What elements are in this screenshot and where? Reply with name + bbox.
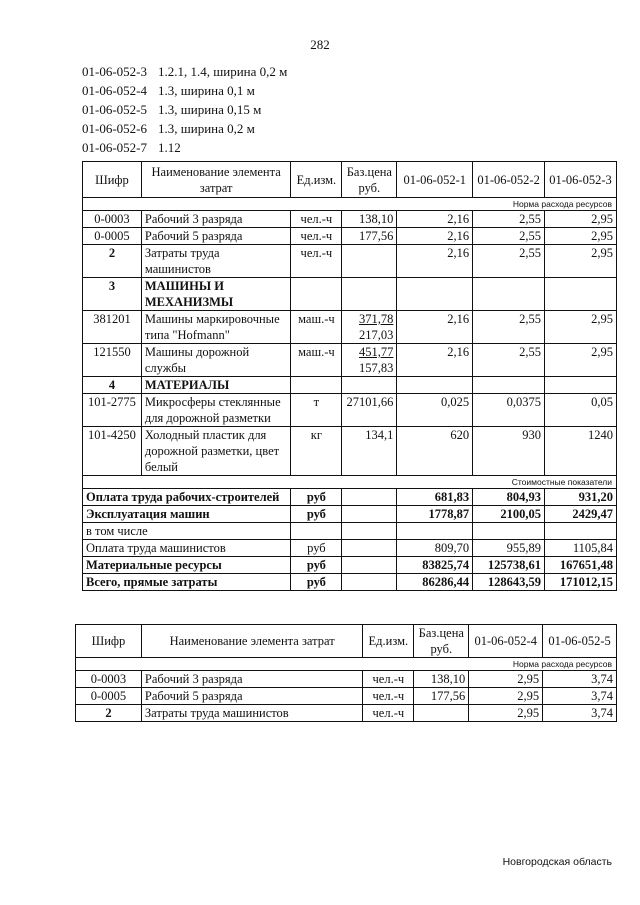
code-list bbox=[82, 62, 287, 157]
norm-subheader bbox=[83, 198, 617, 211]
header-name: Наименование элемента затрат bbox=[141, 625, 362, 658]
row-unit: кг bbox=[291, 427, 342, 476]
row-v1: 2,95 bbox=[469, 688, 543, 705]
code-id: 01-06-052-7 bbox=[82, 140, 147, 155]
row-v3: 2,95 bbox=[545, 228, 617, 245]
row-name: Микросферы стеклянные для дорожной разметки bbox=[141, 394, 291, 427]
row-code: 101-2775 bbox=[83, 394, 142, 427]
norm-label: Норма расхода ресурсов bbox=[76, 658, 617, 671]
section-code: 3 bbox=[83, 278, 142, 311]
row-name: Рабочий 3 разряда bbox=[141, 671, 362, 688]
row-v3: 2,95 bbox=[545, 211, 617, 228]
row-unit: т bbox=[291, 394, 342, 427]
table-row bbox=[83, 344, 617, 377]
row-v3: 2,95 bbox=[545, 344, 617, 377]
row-v1: 2,16 bbox=[397, 245, 473, 278]
header-col-1: 01-06-052-4 bbox=[469, 625, 543, 658]
code-line bbox=[82, 138, 287, 157]
row-v2: 2,55 bbox=[473, 311, 545, 344]
cost-v3: 931,20 bbox=[545, 489, 617, 506]
cost-row bbox=[83, 489, 617, 506]
row-price: 134,1 bbox=[342, 427, 397, 476]
section-name: МАШИНЫ И МЕХАНИЗМЫ bbox=[141, 278, 291, 311]
row-price bbox=[414, 705, 469, 722]
row-code: 0-0003 bbox=[83, 211, 142, 228]
row-v3: 2,95 bbox=[545, 311, 617, 344]
cost-v1: 809,70 bbox=[397, 540, 473, 557]
cost-name: Оплата труда рабочих-строителей bbox=[83, 489, 291, 506]
price-wage: 217,03 bbox=[358, 328, 394, 342]
row-v3: 2,95 bbox=[545, 245, 617, 278]
header-name: Наименование элемента затрат bbox=[141, 162, 291, 198]
row-code: 101-4250 bbox=[83, 427, 142, 476]
row-name: Машины маркировочные типа "Hofmann" bbox=[141, 311, 291, 344]
table-row bbox=[83, 427, 617, 476]
code-id: 01-06-052-5 bbox=[82, 102, 147, 117]
cost-v1: 681,83 bbox=[397, 489, 473, 506]
row-name: Машины дорожной службы bbox=[141, 344, 291, 377]
code-desc: 1.12 bbox=[158, 140, 181, 155]
row-price bbox=[342, 311, 397, 344]
row-code: 0-0005 bbox=[83, 228, 142, 245]
row-v1: 2,16 bbox=[397, 344, 473, 377]
header-unit: Ед.изм. bbox=[363, 625, 414, 658]
price-total: 371,78 bbox=[358, 312, 394, 326]
row-price: 27101,66 bbox=[342, 394, 397, 427]
row-v1: 2,16 bbox=[397, 311, 473, 344]
row-v2: 3,74 bbox=[543, 671, 617, 688]
row-v2: 3,74 bbox=[543, 688, 617, 705]
section-name: МАТЕРИАЛЫ bbox=[141, 377, 291, 394]
cost-subheader bbox=[83, 476, 617, 489]
table-header bbox=[83, 162, 617, 198]
row-unit: маш.-ч bbox=[291, 344, 342, 377]
row-unit: чел.-ч bbox=[363, 671, 414, 688]
row-v2: 2,55 bbox=[473, 211, 545, 228]
code-id: 01-06-052-3 bbox=[82, 64, 147, 79]
cost-name: Всего, прямые затраты bbox=[83, 574, 291, 591]
table-row bbox=[83, 228, 617, 245]
header-code: Шифр bbox=[76, 625, 142, 658]
row-v2: 2,55 bbox=[473, 245, 545, 278]
code-line bbox=[82, 81, 287, 100]
row-code: 2 bbox=[83, 245, 142, 278]
cost-v3: 1105,84 bbox=[545, 540, 617, 557]
header-col-2: 01-06-052-5 bbox=[543, 625, 617, 658]
cost-unit: руб bbox=[291, 574, 342, 591]
cost-v3: 171012,15 bbox=[545, 574, 617, 591]
section-row bbox=[83, 377, 617, 394]
header-price: Баз.цена руб. bbox=[342, 162, 397, 198]
cost-row bbox=[83, 506, 617, 523]
header-col-1: 01-06-052-1 bbox=[397, 162, 473, 198]
price-wage: 157,83 bbox=[358, 361, 394, 375]
norm-label: Норма расхода ресурсов bbox=[83, 198, 617, 211]
row-unit: чел.-ч bbox=[291, 245, 342, 278]
norm-subheader bbox=[76, 658, 617, 671]
code-id: 01-06-052-4 bbox=[82, 83, 147, 98]
resource-table-1 bbox=[82, 161, 617, 591]
table-row bbox=[83, 311, 617, 344]
code-desc: 1.2.1, 1.4, ширина 0,2 м bbox=[158, 64, 288, 79]
page-number: 282 bbox=[310, 37, 330, 52]
cost-row bbox=[83, 574, 617, 591]
row-name: Рабочий 5 разряда bbox=[141, 228, 291, 245]
row-v2: 2,55 bbox=[473, 228, 545, 245]
cost-v3: 2429,47 bbox=[545, 506, 617, 523]
code-line bbox=[82, 62, 287, 81]
cost-name: Эксплуатация машин bbox=[83, 506, 291, 523]
cost-v2: 125738,61 bbox=[473, 557, 545, 574]
cost-unit: руб bbox=[291, 540, 342, 557]
section-row bbox=[83, 278, 617, 311]
section-code: 4 bbox=[83, 377, 142, 394]
cost-unit: руб bbox=[291, 489, 342, 506]
row-v1: 2,16 bbox=[397, 228, 473, 245]
code-desc: 1.3, ширина 0,2 м bbox=[158, 121, 255, 136]
row-code: 0-0003 bbox=[76, 671, 142, 688]
header-code: Шифр bbox=[83, 162, 142, 198]
cost-unit: руб bbox=[291, 506, 342, 523]
row-code: 0-0005 bbox=[76, 688, 142, 705]
cost-v1: 86286,44 bbox=[397, 574, 473, 591]
price-total: 451,77 bbox=[358, 345, 394, 359]
row-name: Холодный пластик для дорожной разметки, цвет белый bbox=[141, 427, 291, 476]
row-code: 2 bbox=[76, 705, 142, 722]
row-code: 381201 bbox=[83, 311, 142, 344]
cost-unit: руб bbox=[291, 557, 342, 574]
code-line bbox=[82, 100, 287, 119]
cost-label: Стоимостные показатели bbox=[83, 476, 617, 489]
resource-table-2 bbox=[75, 624, 617, 722]
row-price bbox=[342, 344, 397, 377]
row-v2: 2,55 bbox=[473, 344, 545, 377]
cost-v2: 955,89 bbox=[473, 540, 545, 557]
row-price: 138,10 bbox=[342, 211, 397, 228]
row-name: Затраты труда машинистов bbox=[141, 705, 362, 722]
header-unit: Ед.изм. bbox=[291, 162, 342, 198]
cost-v2: 804,93 bbox=[473, 489, 545, 506]
row-v3: 1240 bbox=[545, 427, 617, 476]
row-price: 177,56 bbox=[342, 228, 397, 245]
cost-row bbox=[83, 540, 617, 557]
row-v3: 0,05 bbox=[545, 394, 617, 427]
code-desc: 1.3, ширина 0,15 м bbox=[158, 102, 262, 117]
code-id: 01-06-052-6 bbox=[82, 121, 147, 136]
cost-v1: 1778,87 bbox=[397, 506, 473, 523]
header-col-3: 01-06-052-3 bbox=[545, 162, 617, 198]
row-unit: чел.-ч bbox=[291, 228, 342, 245]
cost-v3: 167651,48 bbox=[545, 557, 617, 574]
row-unit: чел.-ч bbox=[363, 705, 414, 722]
code-line bbox=[82, 119, 287, 138]
cost-row bbox=[83, 523, 617, 540]
cost-name: в том числе bbox=[83, 523, 291, 540]
row-v2: 3,74 bbox=[543, 705, 617, 722]
cost-name: Материальные ресурсы bbox=[83, 557, 291, 574]
row-v1: 620 bbox=[397, 427, 473, 476]
row-v1: 0,025 bbox=[397, 394, 473, 427]
row-price: 138,10 bbox=[414, 671, 469, 688]
row-price bbox=[342, 245, 397, 278]
cost-v2: 2100,05 bbox=[473, 506, 545, 523]
row-v1: 2,95 bbox=[469, 705, 543, 722]
code-desc: 1.3, ширина 0,1 м bbox=[158, 83, 255, 98]
row-unit: маш.-ч bbox=[291, 311, 342, 344]
row-name: Рабочий 3 разряда bbox=[141, 211, 291, 228]
table-header bbox=[76, 625, 617, 658]
footer-region: Новгородская область bbox=[502, 856, 612, 868]
row-v2: 930 bbox=[473, 427, 545, 476]
row-unit: чел.-ч bbox=[363, 688, 414, 705]
table-row bbox=[83, 211, 617, 228]
table-row bbox=[76, 705, 617, 722]
row-v1: 2,16 bbox=[397, 211, 473, 228]
table-row bbox=[76, 671, 617, 688]
table-row bbox=[76, 688, 617, 705]
row-unit: чел.-ч bbox=[291, 211, 342, 228]
cost-v2: 128643,59 bbox=[473, 574, 545, 591]
row-price: 177,56 bbox=[414, 688, 469, 705]
cost-row bbox=[83, 557, 617, 574]
row-name: Рабочий 5 разряда bbox=[141, 688, 362, 705]
row-code: 121550 bbox=[83, 344, 142, 377]
cost-name: Оплата труда машинистов bbox=[83, 540, 291, 557]
header-price: Баз.цена руб. bbox=[414, 625, 469, 658]
header-col-2: 01-06-052-2 bbox=[473, 162, 545, 198]
row-v2: 0,0375 bbox=[473, 394, 545, 427]
table-row bbox=[83, 245, 617, 278]
row-v1: 2,95 bbox=[469, 671, 543, 688]
row-name: Затраты труда машинистов bbox=[141, 245, 291, 278]
cost-v1: 83825,74 bbox=[397, 557, 473, 574]
table-row bbox=[83, 394, 617, 427]
